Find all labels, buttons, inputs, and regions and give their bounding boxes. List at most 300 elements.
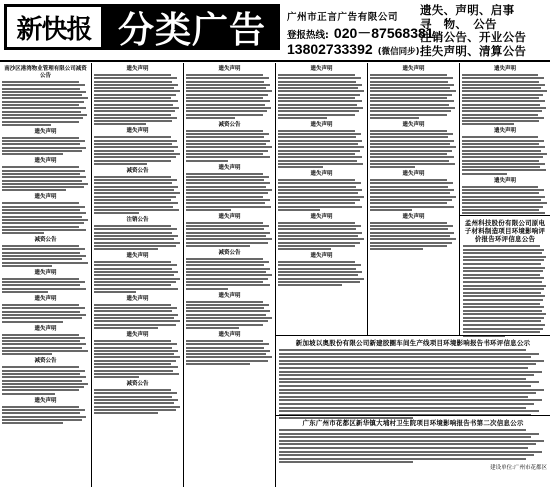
text-line [278,189,362,191]
text-line [279,385,531,387]
text-line [278,74,355,76]
text-line [2,111,81,113]
text-line [186,245,250,247]
text-line [463,288,544,290]
classified-ad [278,253,365,286]
text-line [2,104,79,106]
text-line [94,232,172,234]
text-line [279,363,536,365]
text-line [462,81,539,83]
text-line [278,206,362,208]
ad-column [0,63,92,487]
text-line [94,356,180,358]
text-line [2,252,80,254]
text-line [2,376,86,378]
text-line [279,440,544,442]
text-line [370,182,453,184]
ad-title: 遗失声明 [493,128,516,135]
classified-ad [462,66,548,125]
text-line [94,100,178,102]
text-line [94,314,178,316]
service-item: 挂失声明、清算公告 [420,43,527,58]
text-line [186,278,268,280]
text-line [94,114,171,116]
text-line [94,176,171,178]
ad-title: 遗失声明 [126,331,149,338]
text-line [2,389,79,391]
text-line [278,117,327,119]
text-line [2,88,80,90]
text-line [370,150,452,152]
text-line [94,209,179,211]
text-line [94,347,172,349]
text-line [2,81,79,83]
ad-title: 遗失声明 [493,66,516,72]
text-line [463,299,543,301]
bottom-notice [276,415,550,487]
masthead [0,0,550,60]
text-line [2,114,87,116]
text-line [94,261,171,263]
text-line [2,265,52,267]
text-line [186,153,263,155]
text-line [370,166,415,168]
text-line [278,133,361,135]
text-line [186,156,270,158]
ad-body-text [2,278,89,293]
text-line [186,160,228,162]
text-line [2,386,84,388]
text-line [186,189,272,191]
text-line [186,222,263,224]
ad-body-text [2,202,89,234]
text-line [2,222,84,224]
text-line [2,121,79,123]
text-line [94,225,171,227]
text-line [2,176,86,178]
text-line [186,343,269,345]
text-line [463,274,540,276]
text-line [2,101,84,103]
text-line [2,353,52,355]
text-line [186,235,266,237]
text-line [94,107,179,109]
text-line [186,176,269,178]
text-line [186,114,263,116]
text-line [186,182,270,184]
text-line [186,130,263,132]
ad-title: 遗失声明 [402,171,425,178]
text-line [94,120,172,122]
text-line [2,288,86,290]
text-line [186,238,272,240]
text-line [2,170,85,172]
text-line [186,324,263,326]
text-line [2,380,82,382]
text-line [279,454,534,456]
ad-body-text [94,225,181,250]
text-line [186,347,264,349]
text-line [279,378,526,380]
text-line [94,320,180,322]
text-line [94,97,171,99]
text-line [2,304,79,306]
text-line [278,238,364,240]
text-line [278,163,363,165]
ad-body-text [2,245,89,267]
text-line [2,166,79,168]
text-line [94,373,179,375]
classified-ad [2,66,89,126]
ad-body-text [278,261,365,286]
text-line [370,84,454,86]
text-line [370,74,447,76]
text-line [2,226,79,228]
text-line [186,136,264,138]
text-line [462,156,543,158]
text-line [462,123,514,125]
text-line [2,258,82,260]
classified-ad [278,122,365,168]
text-line [94,399,178,401]
text-line [186,284,270,286]
text-line [94,74,171,76]
text-line [370,143,450,145]
text-line [370,225,453,227]
text-line [94,199,171,201]
text-line [463,259,544,261]
classified-ad [186,165,273,211]
text-line [370,140,454,142]
classified-ad [370,122,457,168]
text-line [462,117,544,119]
text-line [2,209,80,211]
ad-body-text [462,186,548,215]
section-title-box [104,4,280,50]
text-line [186,87,266,89]
ad-title: 遗失声明 [126,253,149,260]
text-line [2,206,85,208]
text-line [278,248,331,250]
text-line [94,123,146,125]
ad-title: 遗失声明 [402,121,425,128]
ad-column [184,63,276,487]
header-divider [0,60,550,62]
text-line [186,206,271,208]
ad-body-text [186,74,273,119]
text-line [2,117,83,119]
text-line [278,284,342,286]
text-line [2,412,80,414]
ad-body-text [2,366,89,394]
text-line [2,314,86,316]
ad-body-text [94,304,181,329]
text-line [370,206,454,208]
ad-title: 遗失声明 [218,66,241,72]
text-line [94,274,174,276]
text-line [463,277,544,279]
text-line [186,209,231,211]
text-line [278,209,320,211]
text-line [278,94,360,96]
text-line [94,163,147,165]
text-line [370,179,447,181]
text-line [2,337,85,339]
text-line [94,150,174,152]
text-line [462,186,538,188]
text-line [94,281,176,283]
text-line [370,232,454,234]
ad-title: 减资公告 [218,121,241,128]
newspaper-logo [4,4,104,50]
text-line [462,150,541,152]
ad-body-text [370,130,457,168]
classified-ad [94,332,181,378]
text-line [370,153,447,155]
text-line [278,182,361,184]
text-line [186,307,264,309]
text-line [186,192,268,194]
text-line [279,367,528,369]
text-line [2,94,82,96]
text-line [186,304,269,306]
text-line [94,389,171,391]
text-line [279,349,526,351]
ad-body-text [94,340,181,378]
text-line [278,150,360,152]
text-line [278,84,362,86]
text-line [279,410,539,412]
text-line [186,104,265,106]
text-line [279,389,544,391]
text-line [370,87,450,89]
text-line [370,242,452,244]
text-line [278,153,355,155]
text-line [186,74,263,76]
text-line [186,314,266,316]
text-line [370,136,448,138]
middle-notice-body [279,349,547,419]
text-line [94,304,171,306]
text-line [94,77,177,79]
text-line [186,225,269,227]
text-line [278,225,361,227]
text-line [279,353,539,355]
text-line [370,90,456,92]
text-line [2,216,82,218]
text-line [186,356,272,358]
text-line [462,104,540,106]
text-line [94,353,174,355]
classified-ad [370,66,457,119]
text-line [278,228,356,230]
text-line [279,461,413,463]
text-line [370,192,450,194]
text-line [94,238,174,240]
classified-ad [186,66,273,119]
text-line [370,163,455,165]
classified-ad [186,250,273,290]
text-line [278,143,358,145]
classified-ad [462,128,548,174]
hotline-number: 020－87568381 [333,25,434,41]
text-line [94,307,177,309]
text-line [186,301,263,303]
text-line [370,77,453,79]
classified-ad [2,270,89,293]
classified-ad [278,171,365,211]
text-line [186,90,272,92]
text-line [94,228,177,230]
text-line [370,117,419,119]
ad-title: 遗失声明 [34,325,57,332]
text-line [2,409,85,411]
ad-title: 遗失声明 [126,295,149,302]
text-line [94,146,178,148]
bottom-notice-signature: 建设单位:广州市花都区 [490,464,547,471]
text-line [2,262,88,264]
text-line [2,255,86,257]
text-line [462,173,507,175]
text-line [278,268,356,270]
text-line [279,381,539,383]
text-line [462,212,545,214]
text-line [370,238,456,240]
text-line [94,192,180,194]
classified-ad [94,253,181,293]
text-line [462,120,539,122]
text-line [186,97,263,99]
service-list [420,4,550,58]
text-line [278,77,361,79]
text-line [462,169,546,171]
classified-ad [278,66,365,119]
classified-ad [186,214,273,247]
text-line [94,324,176,326]
text-line [2,212,86,214]
ad-title: 遗失声明 [218,331,241,338]
logo-text: 新快报 [16,14,92,45]
text-line [94,402,174,404]
text-line [2,153,63,155]
text-line [94,406,180,408]
text-line [279,360,544,362]
service-item: 注销公告、开业公告 [420,30,527,44]
text-line [94,340,171,342]
classified-grid [0,63,550,487]
text-line [370,228,448,230]
text-line [94,136,171,138]
classified-ad [278,214,365,250]
ad-body-text [462,74,548,125]
text-line [278,81,356,83]
text-line [370,130,447,132]
text-line [94,156,176,158]
ad-title: 减资公告 [218,249,241,256]
text-line [370,81,448,83]
text-line [2,373,80,375]
mobile-number: 13802733392 [287,41,373,57]
text-line [94,271,178,273]
text-line [2,350,88,352]
text-line [2,219,88,221]
text-line [186,281,263,283]
service-item: 遗失、声明、启事 [420,3,515,17]
classified-ad [2,398,89,424]
text-line [2,245,79,247]
text-line [186,353,266,355]
text-line [186,100,270,102]
classified-ad [370,171,457,211]
classified-ad [2,358,89,394]
text-line [2,343,86,345]
text-line [186,261,269,263]
text-line [462,196,545,198]
text-line [94,360,176,362]
classified-ad [2,237,89,267]
text-line [463,328,543,330]
text-line [462,90,547,92]
text-line [94,143,172,145]
text-line [94,264,177,266]
ad-title: 减资公告 [126,167,149,174]
ad-title: 遗失声明 [310,66,333,72]
ad-body-text [186,222,273,247]
text-line [278,192,358,194]
text-line [186,117,235,119]
text-line [2,347,82,349]
ad-title: 遗失声明 [218,213,241,220]
ad-title: 遗失声明 [34,128,57,135]
text-line [370,97,447,99]
text-line [462,107,546,109]
text-line [94,248,158,250]
text-line [94,409,176,411]
ad-title: 遗失声明 [34,296,57,303]
text-line [279,356,531,358]
ad-body-text [2,137,89,155]
text-line [462,110,542,112]
text-line [278,87,358,89]
text-line [2,340,80,342]
text-line [186,271,266,273]
text-line [186,360,268,362]
text-line [279,429,526,431]
text-line [186,320,268,322]
text-line [2,137,79,139]
ad-title: 遗失声明 [310,121,333,128]
text-line [186,84,270,86]
text-line [94,376,139,378]
text-line [94,242,180,244]
middle-notice-title: 新加坡以奥股份有限公司新建胶圈车间生产线项目环境影响报告书环评信息公示 [295,339,531,347]
ad-body-text [2,304,89,322]
ad-body-text [94,136,181,164]
text-line [278,199,360,201]
text-line [2,317,82,319]
text-line [2,143,80,145]
text-line [370,94,452,96]
text-line [94,268,172,270]
text-line [2,370,85,372]
text-line [462,74,538,76]
text-line [94,189,174,191]
text-line [278,232,362,234]
classified-ad [94,168,181,214]
text-line [94,182,172,184]
classified-ad [94,217,181,250]
text-line [94,94,176,96]
